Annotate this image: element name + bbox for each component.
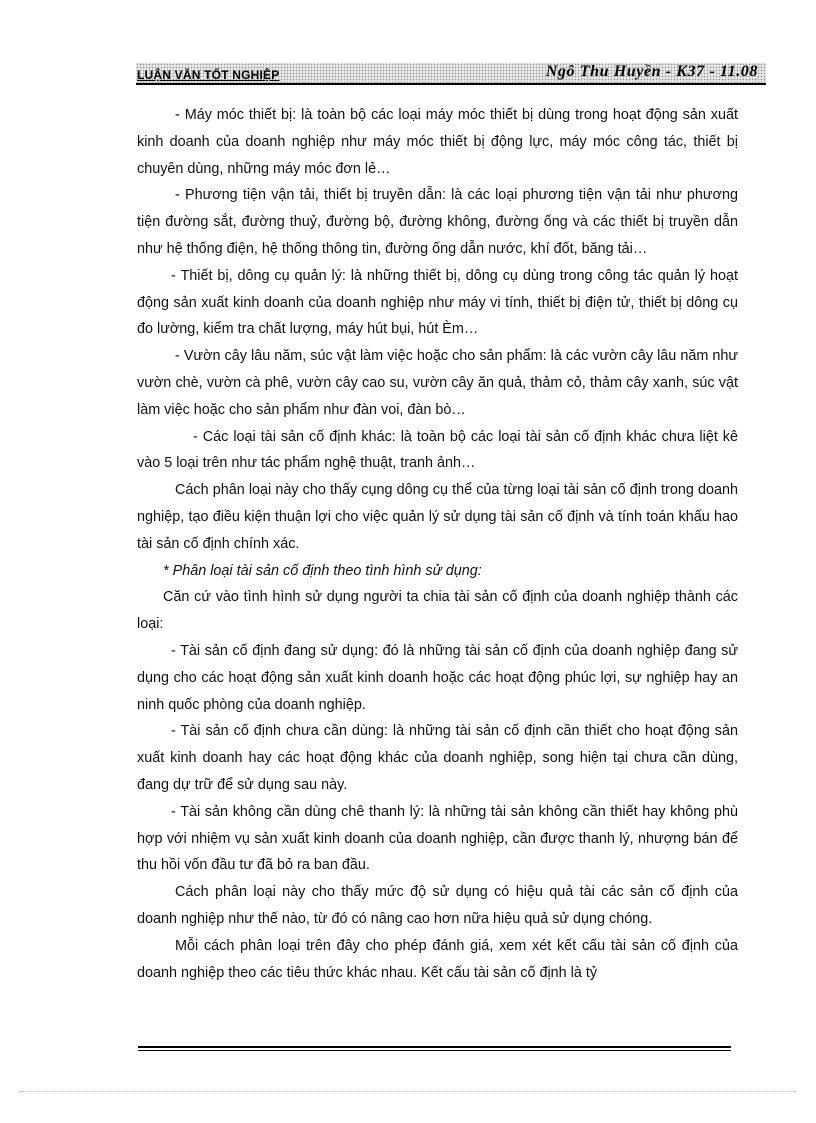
paragraph-intro: Căn cứ vào tình hình sử dụng người ta chia tài sản cố định của doanh nghiệp thành các loại:	[137, 589, 738, 633]
paragraph-management-tools: - Thiết bị, dông cụ quản lý: là những thiết bị, dông cụ dùng trong công tác quản lý hoạt động sản xuất kinh doanh của doanh nghiệp như máy vi tính, thiết bị điện tử, thiết bị dông cụ đo lường, kiểm tra chất lượng, máy hút bụi, hút Èm…	[137, 267, 738, 338]
body-text	[137, 102, 738, 986]
paragraph-other-assets: - Các loại tài sản cố định khác: là toàn bộ các loại tài sản cố định khác chưa liệt kê vào 5 loại trên như tác phẩm nghệ thuật, tranh ảnh…	[137, 428, 738, 472]
footer-rule-top	[138, 1046, 731, 1048]
page-edge-dotted-line	[20, 1091, 796, 1092]
footer-rule-bottom	[138, 1050, 731, 1051]
paragraph-perennial: - Vườn cây lâu năm, súc vật làm việc hoặc cho sản phẩm: là các vườn cây lâu năm như vườn chè, vườn cà phê, vườn cây cao su, vườn cây ăn quả, thảm cỏ, thảm cây xanh, súc vật làm việc hoặc cho sản phẩm như đàn voi, đàn bò…	[137, 348, 738, 418]
paragraph-disposal: - Tài sản không cần dùng chê thanh lý: là những tài sản không cần thiết hay không phù hợp với nhiệm vụ sản xuất kinh doanh của doanh nghiệp, cần được thanh lý, nhượng bán để thu hồi vốn đầu tư đã bỏ ra ban đầu.	[137, 803, 738, 874]
paragraph-in-use: - Tài sản cố định đang sử dụng: đó là những tài sản cố định của doanh nghiệp đang sử dụng cho các hoạt động sản xuất kinh doanh hoặc các hoạt động phúc lợi, sự nghiệp hay an ninh quốc phòng của doanh nghiệp.	[137, 642, 738, 713]
header-rule	[136, 83, 766, 85]
header-title: LUẬN VĂN TỐT NGHIỆP	[137, 68, 280, 82]
paragraph-not-needed-yet: - Tài sản cố định chưa cần dùng: là những tài sản cố định cần thiết cho hoạt động sản xuất kinh doanh hay các hoạt động khác của doanh nghiệp, song hiện tại chưa cần dùng, đang dự trữ để sử dụng sau này.	[137, 723, 738, 793]
section-heading: * Phân loại tài sản cố định theo tình hình sử dụng:	[163, 562, 482, 579]
paragraph-machinery: - Máy móc thiết bị: là toàn bộ các loại máy móc thiết bị dùng trong hoạt động sản xuất kinh doanh của doanh nghiệp như máy móc thiết bị động lực, máy móc công tác, thiết bị chuyên dùng, những máy móc đơn lẻ…	[137, 107, 738, 177]
paragraph-structure: Mỗi cách phân loại trên đây cho phép đánh giá, xem xét kết cấu tài sản cố định của doanh nghiệp theo các tiêu thức khác nhau. Kết cấu tài sản cố định là tỷ	[137, 937, 738, 981]
paragraph-summary-1: Cách phân loại này cho thấy cụng dông cụ thể của từng loại tài sản cố định trong doanh nghiệp, tạo điều kiện thuận lợi cho việc quản lý sử dụng tài sản cố định và tính toán khấu hao tài sản cố định chính xác.	[137, 482, 738, 552]
paragraph-transport: - Phương tiện vận tải, thiết bị truyền dẫn: là các loại phương tiện vận tải như phương tiện đường sắt, đường thuỷ, đường bộ, đường không, đường ống và các thiết bị truyền dẫn như hệ thống điện, hệ thống thông tin, đường ống dẫn nước, khí đốt, băng tải…	[137, 187, 738, 257]
paragraph-summary-2: Cách phân loại này cho thấy mức độ sử dụng có hiệu quả tài các sản cố định của doanh nghiệp như thế nào, từ đó có nâng cao hơn nữa hiệu quả sử dụng chóng.	[137, 884, 738, 927]
header-author: Ngô Thu Huyền - K37 - 11.08	[545, 63, 758, 80]
